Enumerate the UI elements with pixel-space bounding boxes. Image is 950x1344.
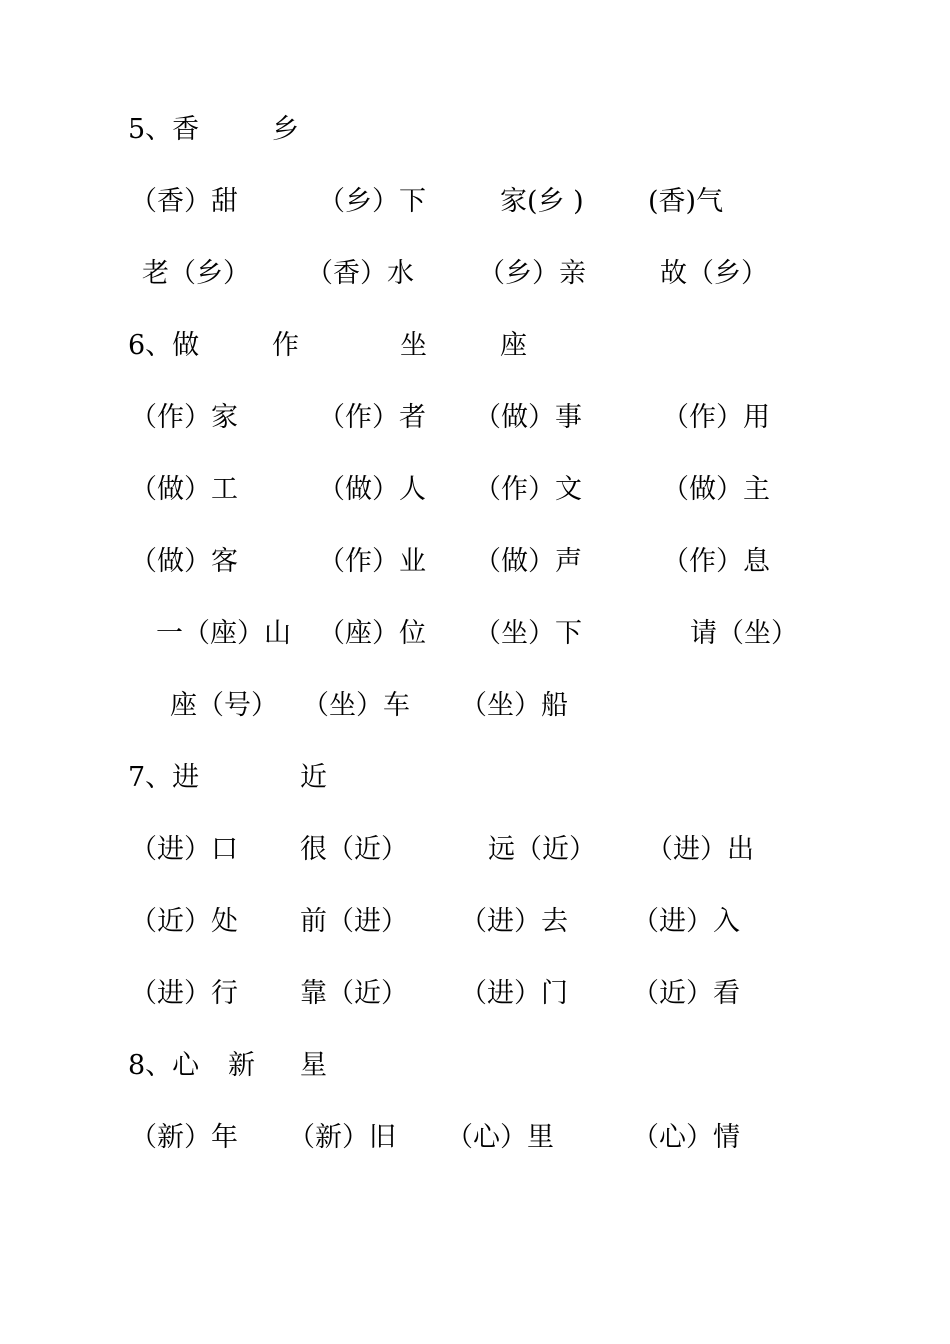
word-pair: （作）文 bbox=[474, 474, 582, 505]
word-pair: 靠（近） bbox=[300, 978, 408, 1009]
word-pair: （作）息 bbox=[662, 546, 770, 577]
word-pair: (香)气 bbox=[648, 186, 724, 217]
heading-item: 星 bbox=[300, 1050, 327, 1081]
word-pair: （进）行 bbox=[130, 978, 238, 1009]
word-pair: （进）出 bbox=[646, 834, 754, 865]
heading-item: 坐 bbox=[400, 330, 427, 361]
word-pair: （进）口 bbox=[130, 834, 238, 865]
word-pair: 座（号） bbox=[170, 690, 278, 721]
word-pair: （心）里 bbox=[446, 1122, 554, 1153]
word-pair: （新）旧 bbox=[288, 1122, 396, 1153]
word-pair: （乡）亲 bbox=[478, 258, 586, 289]
word-pair: （近）看 bbox=[632, 978, 740, 1009]
word-pair: （做）声 bbox=[474, 546, 582, 577]
word-pair: （做）事 bbox=[474, 402, 582, 433]
heading-item: 8、心 bbox=[128, 1050, 200, 1081]
word-pair: （作）家 bbox=[130, 402, 238, 433]
heading-item: 5、香 bbox=[128, 114, 200, 145]
heading-item: 6、做 bbox=[128, 330, 200, 361]
word-pair: （座）位 bbox=[318, 618, 426, 649]
word-pair: （做）客 bbox=[130, 546, 238, 577]
word-pair: 一（座）山 bbox=[156, 618, 291, 649]
word-pair: 家(乡 ) bbox=[500, 186, 584, 217]
heading-item: 乡 bbox=[272, 114, 299, 145]
heading-item: 近 bbox=[300, 762, 327, 793]
word-pair: 前（进） bbox=[300, 906, 408, 937]
word-pair: （作）业 bbox=[318, 546, 426, 577]
word-pair: 远（近） bbox=[488, 834, 596, 865]
word-pair: （乡）下 bbox=[318, 186, 426, 217]
word-pair: （做）人 bbox=[318, 474, 426, 505]
word-pair: 请（坐） bbox=[690, 618, 798, 649]
word-pair: 很（近） bbox=[300, 834, 408, 865]
heading-item: 新 bbox=[228, 1050, 255, 1081]
word-pair: （香）水 bbox=[306, 258, 414, 289]
word-pair: （香）甜 bbox=[130, 186, 238, 217]
word-pair: （进）入 bbox=[632, 906, 740, 937]
word-pair: 老（乡） bbox=[142, 258, 250, 289]
word-pair: （坐）下 bbox=[474, 618, 582, 649]
heading-item: 座 bbox=[500, 330, 527, 361]
heading-item: 作 bbox=[272, 330, 299, 361]
word-pair: 故（乡） bbox=[660, 258, 768, 289]
word-pair: （坐）船 bbox=[460, 690, 568, 721]
word-pair: （近）处 bbox=[130, 906, 238, 937]
word-pair: （作）者 bbox=[318, 402, 426, 433]
word-pair: （坐）车 bbox=[302, 690, 410, 721]
word-pair: （做）工 bbox=[130, 474, 238, 505]
word-pair: （心）情 bbox=[632, 1122, 740, 1153]
word-pair: （进）去 bbox=[460, 906, 568, 937]
word-pair: （做）主 bbox=[662, 474, 770, 505]
word-pair: （新）年 bbox=[130, 1122, 238, 1153]
word-pair: （进）门 bbox=[460, 978, 568, 1009]
heading-item: 7、进 bbox=[128, 762, 200, 793]
word-pair: （作）用 bbox=[662, 402, 770, 433]
